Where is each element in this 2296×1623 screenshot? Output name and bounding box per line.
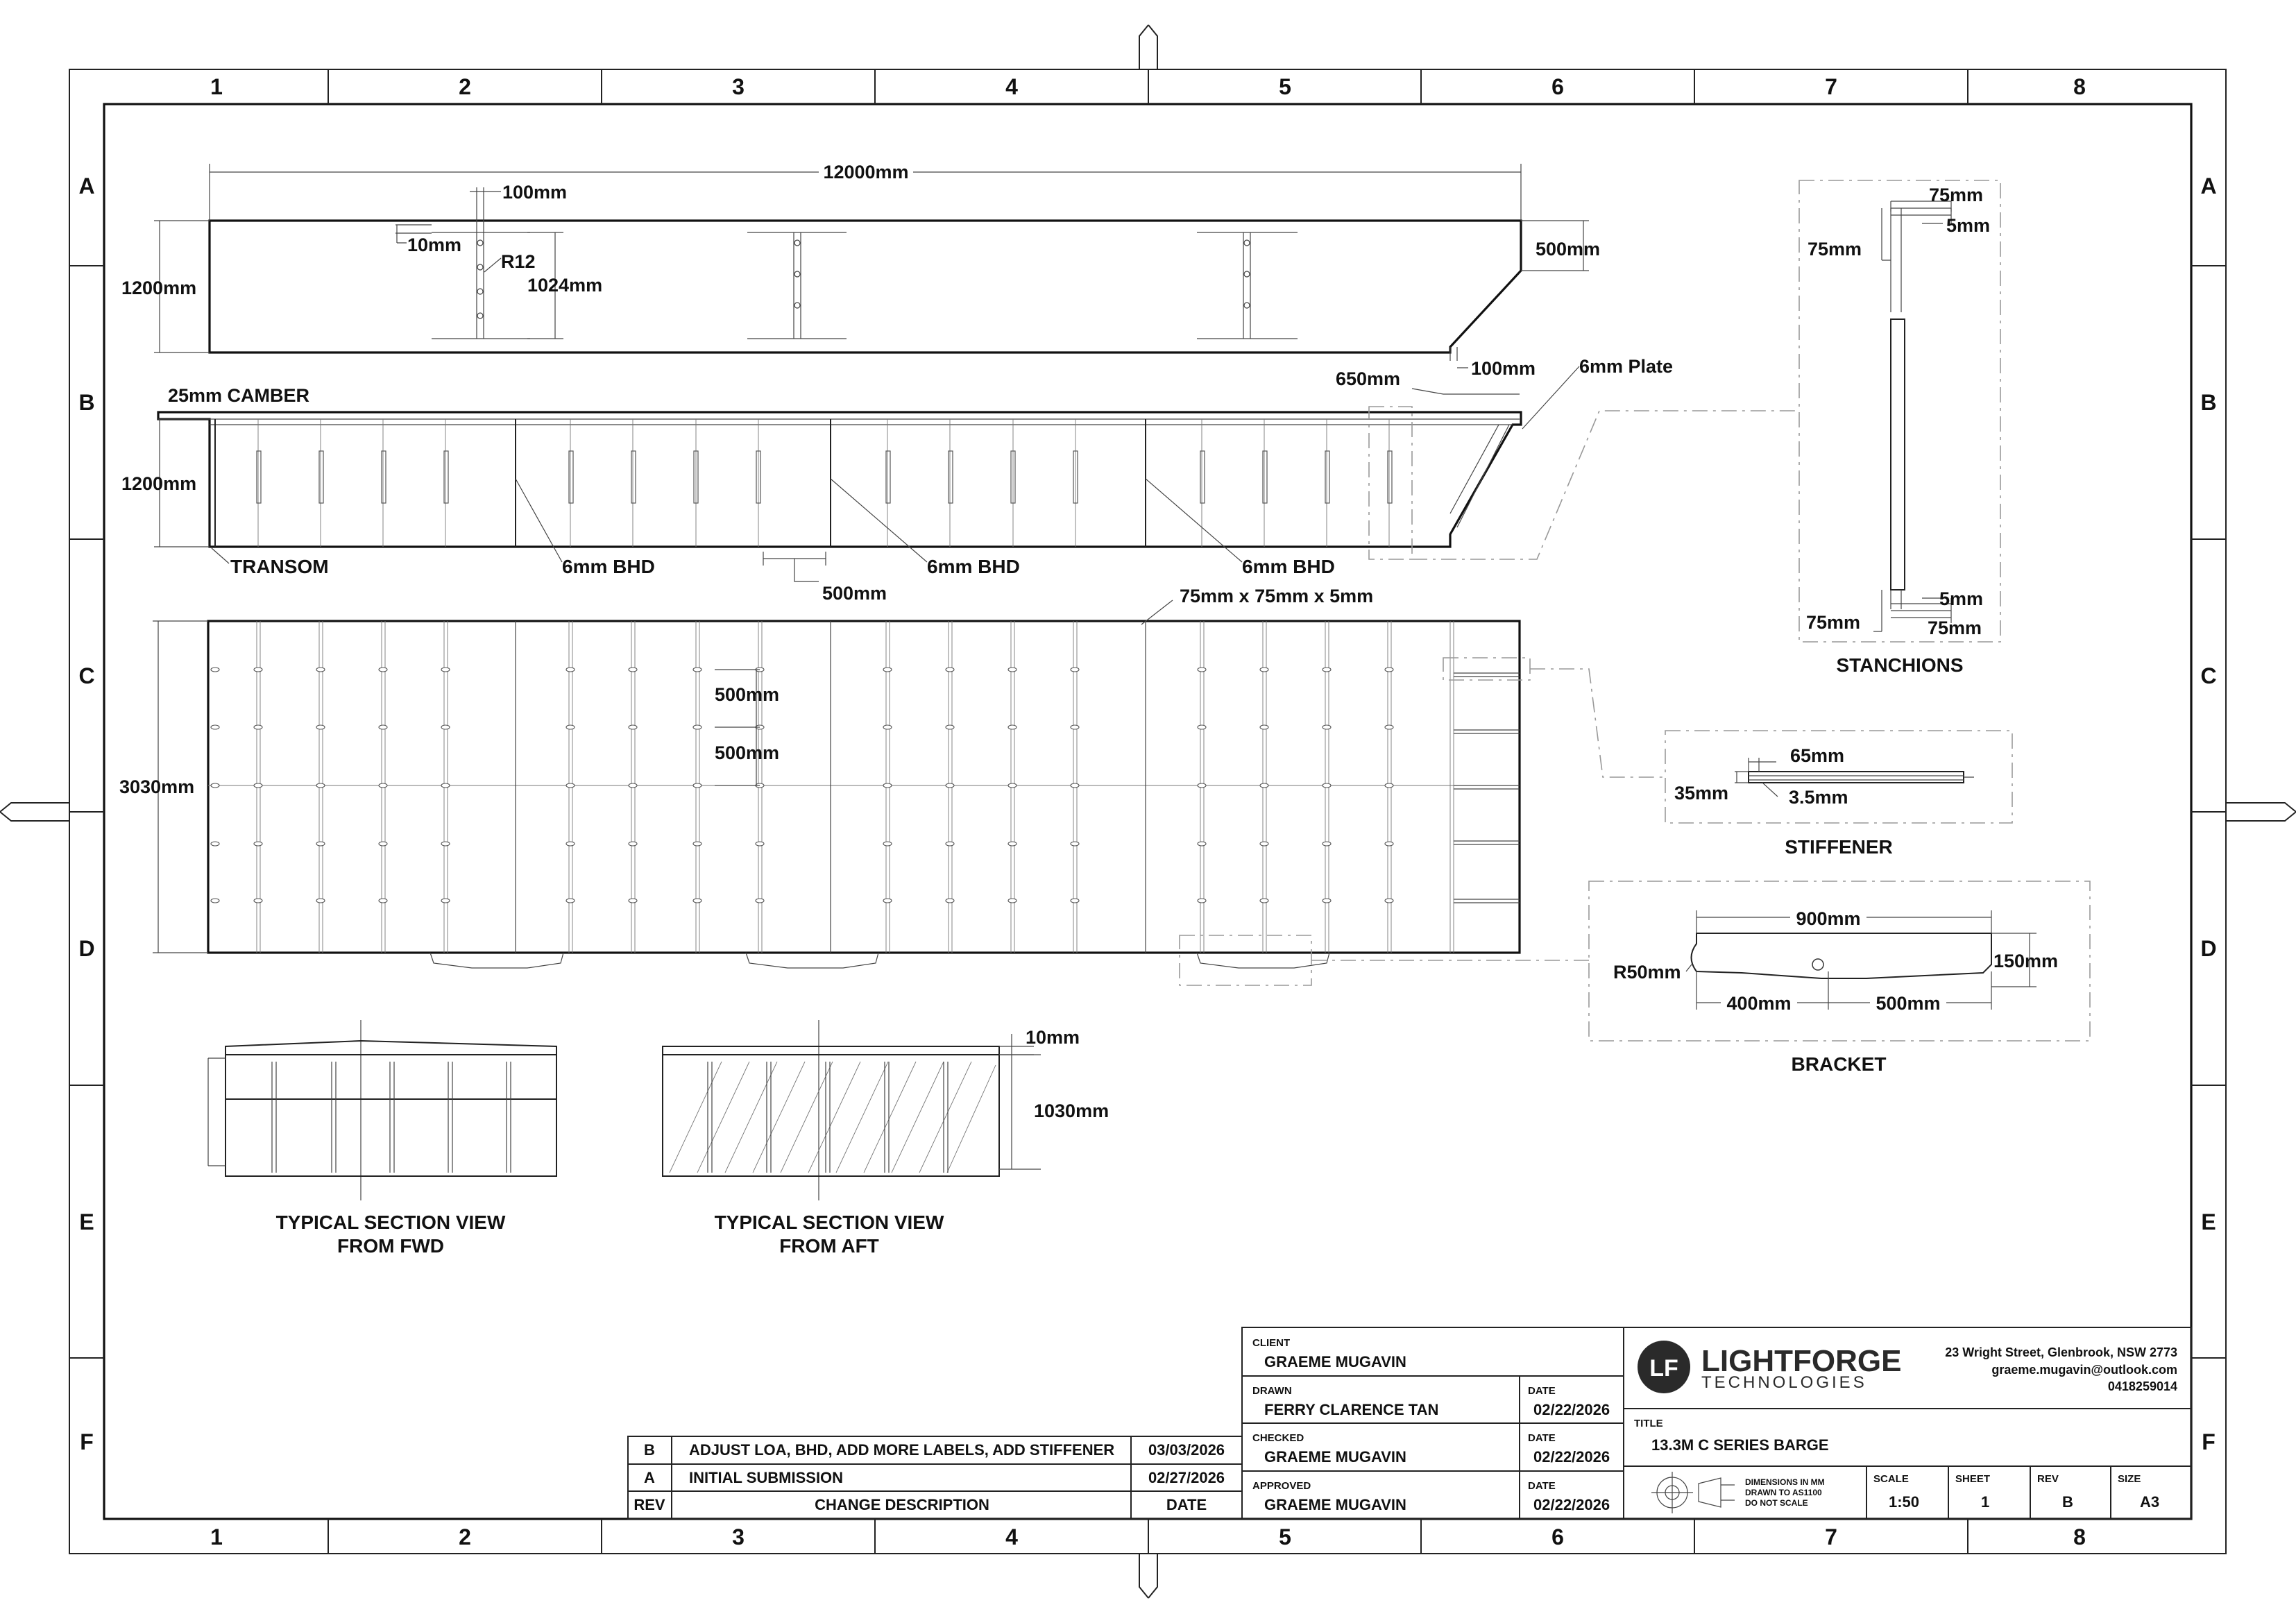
zone-row-c-right: C (2200, 663, 2217, 688)
revision-table (628, 1436, 1242, 1519)
section-aft (663, 1020, 1109, 1257)
drawing-title: 13.3M C SERIES BARGE (1651, 1436, 1829, 1454)
centering-mark-right (2226, 803, 2296, 821)
side-view-hull-outline (158, 412, 1521, 547)
zone-row-f: F (80, 1429, 94, 1454)
zone-col-4: 4 (1005, 74, 1018, 99)
bracket-dim-150: 150mm (1993, 951, 2059, 971)
checked-date: 02/22/2026 (1533, 1448, 1610, 1465)
dim-aft-10: 10mm (1026, 1027, 1080, 1048)
dim-web-10: 10mm (407, 235, 462, 255)
plan-view (119, 586, 1665, 985)
dim-height-1200-top: 1200mm (121, 278, 197, 298)
third-angle-projection-icon (1651, 1472, 1735, 1513)
stanchion-bottom-height: 75mm (1806, 612, 1861, 633)
stiffener-title: STIFFENER (1785, 836, 1893, 858)
zone-row-e-right: E (2201, 1209, 2216, 1234)
zone-row-labels-left (78, 173, 94, 1454)
note-dimensions: DIMENSIONS IN MM (1745, 1477, 1825, 1487)
section-fwd-title-line2: FROM FWD (337, 1235, 444, 1257)
plan-view-stiffener-rungs (1454, 673, 1520, 903)
stiffener-detail-box (1665, 731, 2012, 823)
dim-bow-650: 650mm (1336, 368, 1401, 389)
stanchion-bottom-width: 75mm (1928, 618, 1982, 638)
rev-label: REV (2037, 1473, 2059, 1485)
stanchions-detail (1799, 180, 2000, 676)
client-label: CLIENT (1252, 1337, 1291, 1349)
stiffener-dim-35: 35mm (1674, 783, 1729, 804)
dim-aft-1030: 1030mm (1034, 1101, 1109, 1121)
zone-row-e: E (79, 1209, 94, 1234)
dim-plate-6mm: 6mm Plate (1579, 356, 1674, 377)
centering-mark-top (1139, 25, 1157, 69)
company-email: graeme.mugavin@outlook.com (1991, 1363, 2177, 1377)
side-view-bulkheads (215, 419, 1146, 547)
stanchion-bottom-thickness: 5mm (1939, 588, 1984, 609)
drawn-date: 02/22/2026 (1533, 1401, 1610, 1418)
label-bhd-2: 6mm BHD (927, 556, 1020, 577)
plan-view-bulkheads (516, 621, 1146, 953)
note-do-not-scale: DO NOT SCALE (1745, 1498, 1808, 1508)
bracket-dim-400: 400mm (1726, 993, 1792, 1014)
company-subtitle: TECHNOLOGIES (1701, 1373, 1867, 1392)
stiffener-dim-65: 65mm (1790, 745, 1845, 766)
checked-value: GRAEME MUGAVIN (1264, 1448, 1406, 1465)
zone-row-d: D (78, 936, 95, 961)
zone-col-7: 7 (1825, 74, 1837, 99)
approved-date: 02/22/2026 (1533, 1496, 1610, 1513)
dim-bow-500: 500mm (1536, 239, 1601, 260)
bracket-title: BRACKET (1791, 1053, 1887, 1075)
checked-label: CHECKED (1252, 1432, 1304, 1444)
drawn-value: FERRY CLARENCE TAN (1264, 1401, 1439, 1418)
sheet-label: SHEET (1955, 1473, 1991, 1485)
stiffener-detail (1665, 731, 2012, 858)
stiffener-dim-3-5: 3.5mm (1789, 787, 1848, 808)
revision-b-description: ADJUST LOA, BHD, ADD MORE LABELS, ADD STIFFENER (689, 1441, 1115, 1459)
stanchion-detail-callout (1369, 407, 1412, 559)
bracket-dim-r50: R50mm (1613, 962, 1681, 983)
side-view-stanchions (258, 419, 1389, 547)
zone-row-a: A (78, 173, 95, 198)
revision-header-date: DATE (1166, 1496, 1207, 1513)
stanchion-top-width: 75mm (1929, 185, 1984, 205)
section-fwd (208, 1020, 556, 1257)
plan-view-brackets (430, 953, 1329, 968)
zone-col-2-bottom: 2 (459, 1524, 471, 1549)
drawn-label: DRAWN (1252, 1385, 1292, 1397)
zone-col-5: 5 (1279, 74, 1291, 99)
scale-value: 1:50 (1889, 1493, 1920, 1511)
dim-spacing-500-b: 500mm (715, 742, 780, 763)
zone-row-labels-right (2200, 173, 2216, 1454)
zone-col-6-bottom: 6 (1551, 1524, 1564, 1549)
label-transom: TRANSOM (230, 556, 329, 577)
sheet-value: 1 (1981, 1493, 1990, 1511)
zone-row-c: C (78, 663, 95, 688)
client-value: GRAEME MUGAVIN (1264, 1353, 1406, 1370)
company-address: 23 Wright Street, Glenbrook, NSW 2773 (1945, 1345, 2177, 1359)
top-view (121, 161, 1600, 379)
checked-date-label: DATE (1528, 1432, 1556, 1444)
label-bhd-1: 6mm BHD (562, 556, 655, 577)
revision-header-description: CHANGE DESCRIPTION (815, 1496, 989, 1513)
dim-overall-length: 12000mm (823, 162, 909, 182)
dim-radius: R12 (501, 251, 536, 272)
dim-spacing-500-a: 500mm (715, 684, 780, 705)
label-bhd-3: 6mm BHD (1242, 556, 1335, 577)
zone-row-a-right: A (2200, 173, 2217, 198)
title-block (1242, 1327, 2191, 1519)
section-aft-title-line1: TYPICAL SECTION VIEW (714, 1212, 944, 1233)
company-logo-mark: LF (1649, 1355, 1678, 1382)
revision-a-description: INITIAL SUBMISSION (689, 1469, 844, 1486)
company-phone: 0418259014 (2107, 1379, 2177, 1393)
zone-row-b-right: B (2200, 390, 2217, 415)
zone-col-3-bottom: 3 (732, 1524, 745, 1549)
section-fwd-title-line1: TYPICAL SECTION VIEW (275, 1212, 506, 1233)
revision-header-rev: REV (633, 1496, 665, 1513)
outer-frame (69, 69, 2226, 1554)
size-label: SIZE (2118, 1473, 2141, 1485)
centering-mark-left (0, 803, 69, 821)
stanchion-top-thickness: 5mm (1946, 215, 1991, 236)
zone-col-3: 3 (732, 74, 745, 99)
zone-col-5-bottom: 5 (1279, 1524, 1291, 1549)
zone-row-d-right: D (2200, 936, 2217, 961)
zone-col-7-bottom: 7 (1825, 1524, 1837, 1549)
approved-label: APPROVED (1252, 1480, 1311, 1492)
inner-frame (104, 104, 2191, 1519)
stanchion-top-height: 75mm (1808, 239, 1862, 260)
zone-col-1-bottom: 1 (210, 1524, 223, 1549)
dim-height-1200-side: 1200mm (121, 473, 197, 494)
revision-a-date: 02/27/2026 (1148, 1469, 1225, 1486)
dim-spacing-500-side: 500mm (822, 583, 887, 604)
note-standard: DRAWN TO AS1100 (1745, 1488, 1822, 1497)
zone-row-b: B (78, 390, 95, 415)
bracket-dim-500: 500mm (1876, 993, 1941, 1014)
dim-web-1024: 1024mm (527, 275, 603, 296)
approved-value: GRAEME MUGAVIN (1264, 1496, 1406, 1513)
zone-col-4-bottom: 4 (1005, 1524, 1018, 1549)
bracket-detail (1589, 881, 2090, 1075)
revision-a-code: A (644, 1469, 655, 1486)
stanchions-title: STANCHIONS (1836, 654, 1964, 676)
dim-angle-section: 75mm x 75mm x 5mm (1180, 586, 1374, 606)
plan-view-fastener-marks (211, 668, 1393, 903)
zone-row-f-right: F (2202, 1429, 2216, 1454)
revision-b-date: 03/03/2026 (1148, 1441, 1225, 1459)
approved-date-label: DATE (1528, 1480, 1556, 1492)
top-view-hull-outline (210, 221, 1521, 352)
company-name: LIGHTFORGE (1701, 1344, 1902, 1378)
zone-col-8: 8 (2073, 74, 2086, 99)
dim-bow-100: 100mm (1471, 358, 1536, 379)
size-value: A3 (2140, 1493, 2160, 1511)
rev-value: B (2062, 1493, 2073, 1511)
dim-width-3030: 3030mm (119, 776, 195, 797)
bracket-dim-900: 900mm (1796, 908, 1861, 929)
scale-label: SCALE (1873, 1473, 1909, 1485)
side-view (121, 356, 1799, 604)
zone-col-2: 2 (459, 74, 471, 99)
zone-col-6: 6 (1551, 74, 1564, 99)
dim-web-100: 100mm (502, 182, 568, 203)
zone-row-dividers (69, 266, 2226, 1358)
zone-col-8-bottom: 8 (2073, 1524, 2086, 1549)
dim-camber: 25mm CAMBER (168, 385, 310, 406)
centering-mark-bottom (1139, 1554, 1157, 1598)
revision-b-code: B (644, 1441, 655, 1459)
drawn-date-label: DATE (1528, 1385, 1556, 1397)
zone-col-1: 1 (210, 74, 223, 99)
side-view-stiffeners (257, 451, 1392, 503)
title-label: TITLE (1634, 1418, 1663, 1429)
section-aft-title-line2: FROM AFT (779, 1235, 879, 1257)
